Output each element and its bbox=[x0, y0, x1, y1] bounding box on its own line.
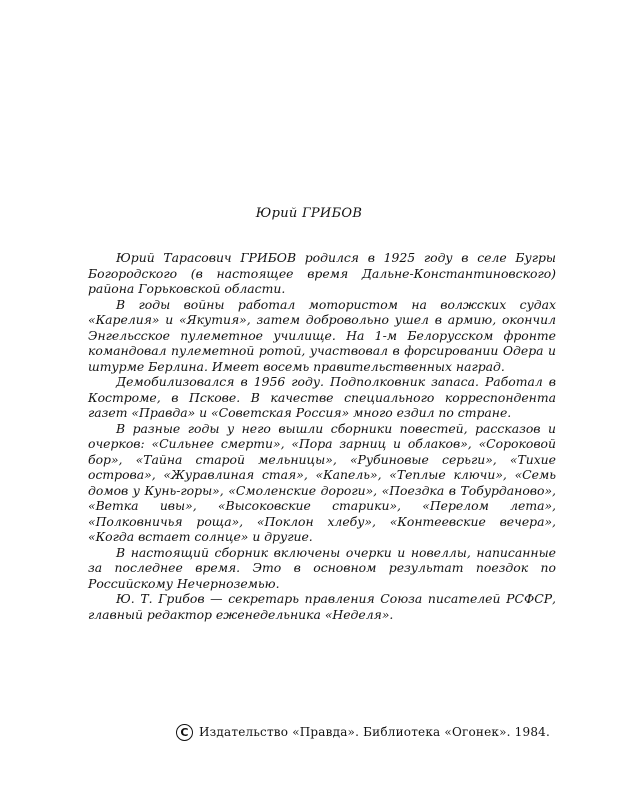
bio-paragraph: Демобилизовался в 1956 году. Подполковник запаса. Работал в Костроме, в Пскове. В качестве специального корреспондента газет «Правда» и «Советская Россия» много ездил по стране. bbox=[88, 374, 556, 420]
imprint-text: Издательство «Правда». Библиотека «Огонек». 1984. bbox=[199, 725, 551, 739]
bio-paragraph: В годы войны работал мотористом на волжских судах «Карелия» и «Якутия», затем добровольно ушел в армию, окончил Энгельсское пулеметное училище. На 1-м Белорусском фронте командовал пулеметной ротой, участвовал в форсировании Одера и штурме Берлина. Имеет восемь правительственных наград. bbox=[88, 296, 556, 374]
copyright-icon: C bbox=[176, 724, 193, 741]
author-title: Юрий ГРИБОВ bbox=[255, 206, 363, 221]
bio-paragraph: В настоящий сборник включены очерки и новеллы, написанные за последнее время. Это в основном результат поездок по Российскому Нечерноземью. bbox=[88, 544, 556, 591]
publisher-imprint bbox=[176, 724, 576, 741]
bio-paragraph: В разные годы у него вышли сборники повестей, рассказов и очерков: «Сильнее смерти», «Пора зарниц и облаков», «Сороковой бор», «Тайна старой мельницы», «Рубиновые серьги», «Тихие острова», «Журавлиная стая», «Капель», «Теплые ключи», «Семь домов у Кунь-горы», «Смоленские дороги», «Поездка в Тобурданово», «Ветка ивы», «Высоковские старики», «Перелом лета», «Полковничья роща», «Поклон хлебу», «Контеевские вечера», «Когда встает солнце» и другие. bbox=[88, 420, 556, 544]
bio-paragraph: Ю. Т. Грибов — секретарь правления Союза писателей РСФСР, главный редактор еженедельника «Неделя». bbox=[88, 591, 556, 622]
author-biography bbox=[88, 250, 556, 622]
bio-paragraph: Юрий Тарасович ГРИБОВ родился в 1925 году в селе Бугры Богородского (в настоящее время Дальне-Константиновского) района Горьковской области. bbox=[88, 250, 556, 296]
